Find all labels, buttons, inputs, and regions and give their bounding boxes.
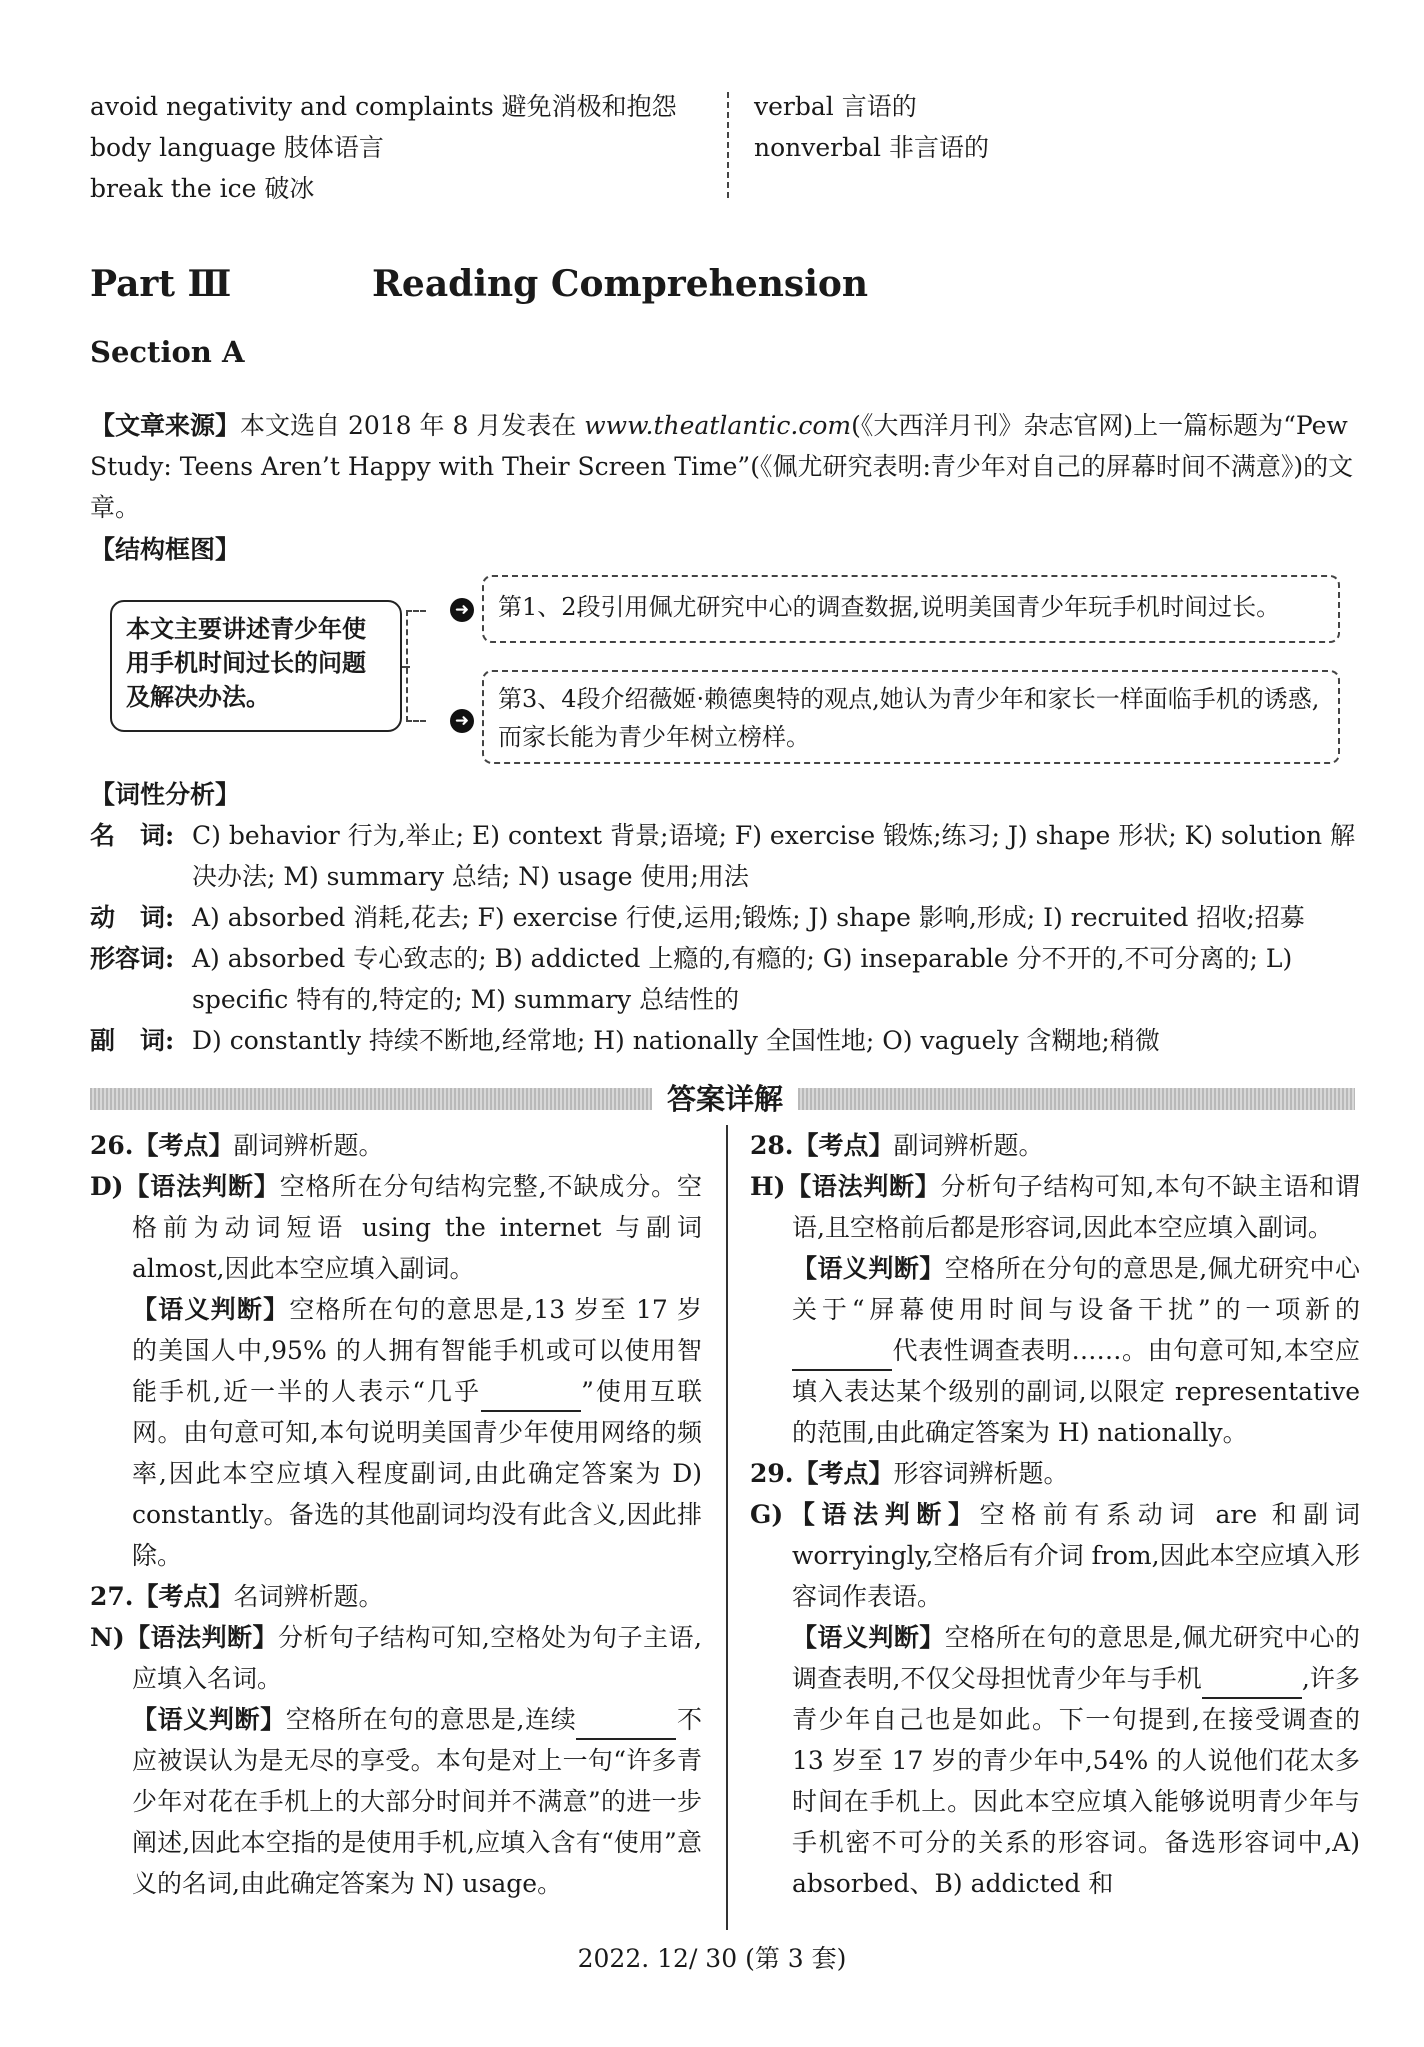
- vocab-list-right: [754, 86, 989, 168]
- section-title: Section A: [90, 335, 245, 369]
- source-paragraph: [90, 405, 1360, 528]
- question-29-semantic: 【语义判断】空格所在句的意思是,佩尤研究中心的调查表明,不仅父母担忧青少年与手机 ,许多青少年自己也是如此。下一句提到,在接受调查的 13 岁至 17 岁的青少年中,54% 的人说他们花太多时间在手机上。因此本空应填入能够说明青少年与手机密不可分的关系的形容词。备选形容词中,A) absorbed、B) addicted 和: [792, 1623, 1360, 1898]
- answer-blank: [1202, 1673, 1302, 1699]
- structure-branch-1: 第1、2段引用佩尤研究中心的调查数据,说明美国青少年玩手机时间过长。: [482, 575, 1340, 643]
- source-site: www.theatlantic.com: [584, 411, 852, 440]
- pos-text-adv: D) constantly 持续不断地,经常地; H) nationally 全国性地; O) vaguely 含糊地;稍微: [192, 1026, 1160, 1055]
- arrow-right-icon: ➜: [450, 709, 474, 733]
- arrow-right-icon: ➜: [450, 598, 474, 622]
- connector-bracket: [406, 610, 426, 722]
- vocab-item: avoid negativity and complaints 避免消极和抱怨: [90, 92, 677, 121]
- question-29-header: 29.【考点】形容词辨析题。: [750, 1459, 1069, 1488]
- structure-branch-2: 第3、4段介绍薇姬·赖德奥特的观点,她认为青少年和家长一样面临手机的诱惑,而家长能为青少年树立榜样。: [482, 670, 1340, 764]
- banner-pattern-left: [90, 1088, 652, 1110]
- column-divider: [726, 1125, 728, 1930]
- answer-blank: [576, 1714, 676, 1740]
- question-26-grammar: D)【语法判断】空格所在分句结构完整,不缺成分。空格前为动词短语 using the internet 与副词 almost,因此本空应填入副词。: [90, 1172, 702, 1283]
- structure-main-box: 本文主要讲述青少年使用手机时间过长的问题及解决办法。: [110, 600, 402, 732]
- vocab-divider: [727, 92, 729, 198]
- pos-heading: 【词性分析】: [90, 780, 241, 809]
- question-29-grammar: G)【语法判断】空格前有系动词 are 和副词 worryingly,空格后有介词 from,因此本空应填入形容词作表语。: [750, 1500, 1360, 1611]
- question-26-semantic: 【语义判断】空格所在句的意思是,13 岁至 17 岁的美国人中,95% 的人拥有智能手机或可以使用智能手机,近一半的人表示“几乎 ”使用互联网。由句意可知,本句说明美国青少年使用网络的频率,因此本空应填入程度副词,由此确定答案为 D) constantly。备选的其他副词均没有此含义,因此排除。: [132, 1295, 702, 1570]
- question-28-header: 28.【考点】副词辨析题。: [750, 1131, 1044, 1160]
- vocab-item: verbal 言语的: [754, 92, 917, 121]
- part-title: Reading Comprehension: [372, 263, 869, 305]
- pos-label-adj: 形容词:: [90, 944, 175, 973]
- vocab-list-left: [90, 86, 677, 209]
- part-label: Part Ⅲ: [90, 263, 232, 305]
- question-28-semantic: 【语义判断】空格所在分句的意思是,佩尤研究中心关于“屏幕使用时间与设备干扰”的一项新的代表性调查表明……。由句意可知,本空应填入表达某个级别的副词,以限定 representative 的范围,由此确定答案为 H) nationally。: [792, 1254, 1360, 1447]
- question-28-grammar: H)【语法判断】分析句子结构可知,本句不缺主语和谓语,且空格前后都是形容词,因此本空应填入副词。: [750, 1172, 1360, 1242]
- answer-blank: [792, 1345, 892, 1371]
- source-tag: 【文章来源】: [90, 411, 241, 440]
- answers-banner: [90, 1082, 1355, 1116]
- answer-column-left: [90, 1125, 702, 1904]
- pos-text-noun: C) behavior 行为,举止; E) context 背景;语境; F) exercise 锻炼;练习; J) shape 形状; K) solution 解决办法; M) summary 总结; N) usage 使用;用法: [192, 821, 1356, 891]
- pos-label-adv: 副 词:: [90, 1026, 175, 1055]
- answer-blank: [481, 1386, 581, 1412]
- pos-text-adj: A) absorbed 专心致志的; B) addicted 上瘾的,有瘾的; G) inseparable 分不开的,不可分离的; L) specific 特有的,特定的; M) summary 总结性的: [192, 944, 1293, 1014]
- source-text-a: 本文选自 2018 年 8 月发表在: [240, 411, 585, 440]
- answers-heading: 答案详解: [666, 1082, 783, 1116]
- answer-column-right: [750, 1125, 1360, 1904]
- vocab-item: break the ice 破冰: [90, 174, 315, 203]
- question-27-header: 27.【考点】名词辨析题。: [90, 1582, 384, 1611]
- source-text-b: (《大西洋月刊》杂志官网)上一篇标题为“Pew Study: Teens Aren’t Happy with Their Screen Time”(《佩尤研究表明:青少年对自己的屏幕时间不满意》)的文章。: [90, 411, 1354, 522]
- vocab-item: nonverbal 非言语的: [754, 133, 989, 162]
- question-27-semantic: 【语义判断】空格所在句的意思是,连续 不应被误认为是无尽的享受。本句是对上一句“许多青少年对花在手机上的大部分时间并不满意”的进一步阐述,因此本空指的是使用手机,应填入含有“使用”意义的名词,由此确定答案为 N) usage。: [132, 1705, 702, 1898]
- banner-pattern-right: [798, 1088, 1355, 1110]
- structure-heading: 【结构框图】: [90, 535, 241, 564]
- question-27-grammar: N)【语法判断】分析句子结构可知,空格处为句子主语,应填入名词。: [90, 1623, 702, 1693]
- pos-label-noun: 名 词:: [90, 821, 175, 850]
- vocab-item: body language 肢体语言: [90, 133, 384, 162]
- question-26-header: 26.【考点】副词辨析题。: [90, 1131, 384, 1160]
- page-footer: 2022. 12/ 30 (第 3 套): [577, 1944, 847, 1973]
- pos-label-verb: 动 词:: [90, 903, 175, 932]
- pos-text-verb: A) absorbed 消耗,花去; F) exercise 行使,运用;锻炼; J) shape 影响,形成; I) recruited 招收;招募: [192, 903, 1305, 932]
